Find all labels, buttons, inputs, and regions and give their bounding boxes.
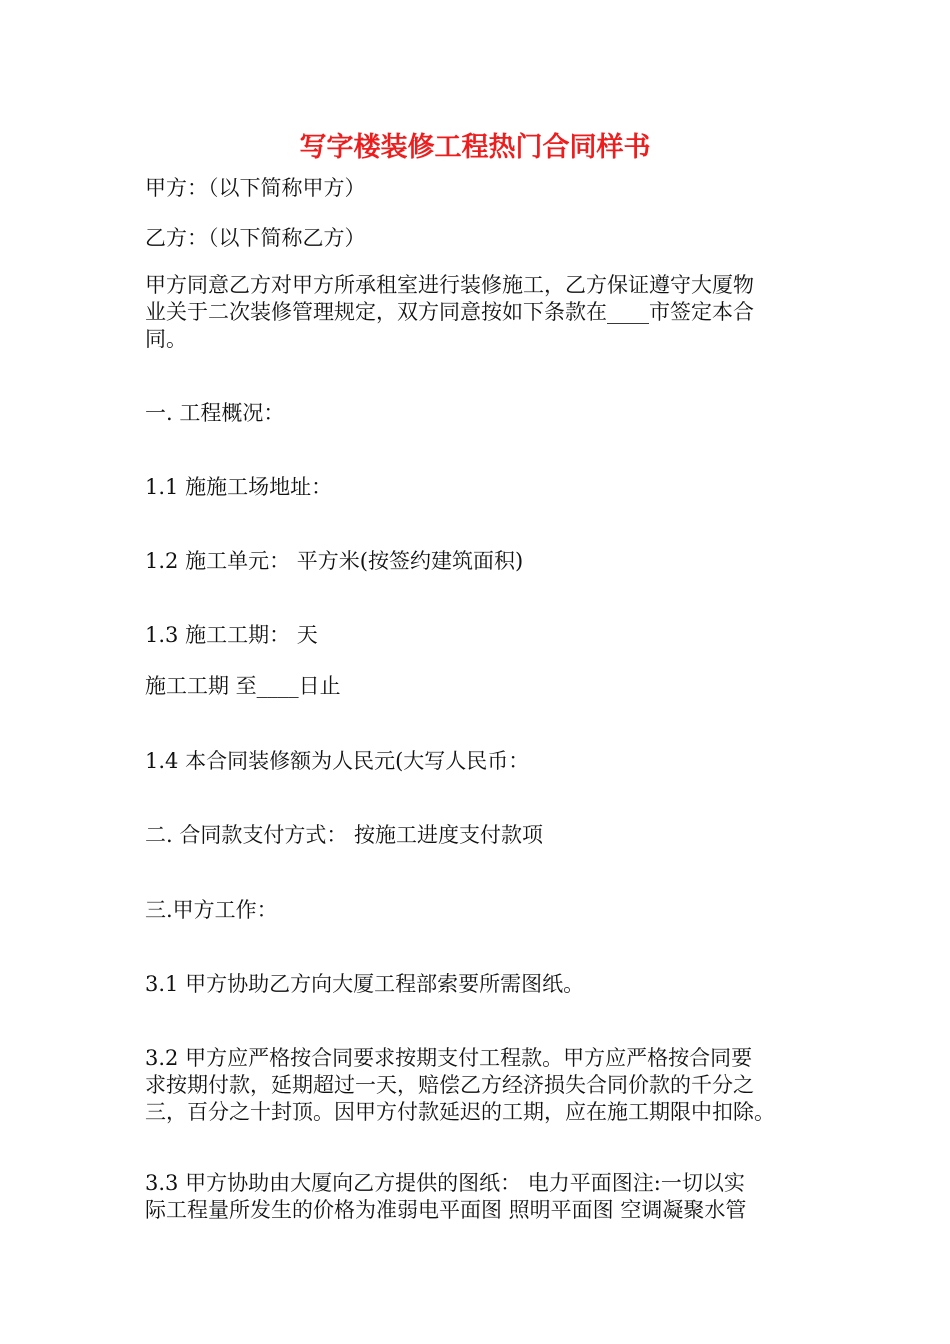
party-a-line: 甲方：（以下简称甲方）	[145, 176, 366, 200]
section1-heading: 一. 工程概况：	[145, 401, 285, 425]
item-1-1: 1.1 施施工场地址：	[145, 475, 333, 499]
item-1-3: 1.3 施工工期： 天	[145, 623, 318, 647]
item-3-1: 3.1 甲方协助乙方向大厦工程部索要所需图纸。	[145, 972, 585, 996]
intro-paragraph	[145, 272, 815, 353]
item-3-3-line: 3.3 甲方协助由大厦向乙方提供的图纸： 电力平面图注:一切以实	[145, 1171, 745, 1195]
section2-heading: 二. 合同款支付方式： 按施工进度支付款项	[145, 823, 544, 847]
item-3-3-paragraph	[145, 1170, 815, 1224]
item-1-2: 1.2 施工单元： 平方米(按签约建筑面积)	[145, 549, 524, 573]
intro-line: 同。	[145, 327, 187, 351]
intro-line: 业关于二次装修管理规定，双方同意按如下条款在____市签定本合	[145, 300, 754, 324]
item-3-2-line: 求按期付款，延期超过一天，赔偿乙方经济损失合同价款的千分之	[145, 1073, 754, 1097]
intro-line: 甲方同意乙方对甲方所承租室进行装修施工，乙方保证遵守大厦物	[145, 273, 754, 297]
document-title: 写字楼装修工程热门合同样书	[299, 132, 651, 163]
item-3-3-line: 际工程量所发生的价格为准弱电平面图 照明平面图 空调凝聚水管	[145, 1198, 747, 1222]
item-3-2-line: 3.2 甲方应严格按合同要求按期支付工程款。甲方应严格按合同要	[145, 1046, 753, 1070]
construction-period-line: 施工工期 至____日止	[145, 674, 341, 698]
item-3-2-paragraph	[145, 1045, 815, 1126]
item-1-4: 1.4 本合同装修额为人民元(大写人民币：	[145, 749, 530, 773]
item-3-2-line: 三，百分之十封顶。因甲方付款延迟的工期，应在施工期限中扣除。	[145, 1100, 775, 1124]
section3-heading: 三.甲方工作：	[145, 898, 278, 922]
party-b-line: 乙方：（以下简称乙方）	[145, 226, 366, 250]
